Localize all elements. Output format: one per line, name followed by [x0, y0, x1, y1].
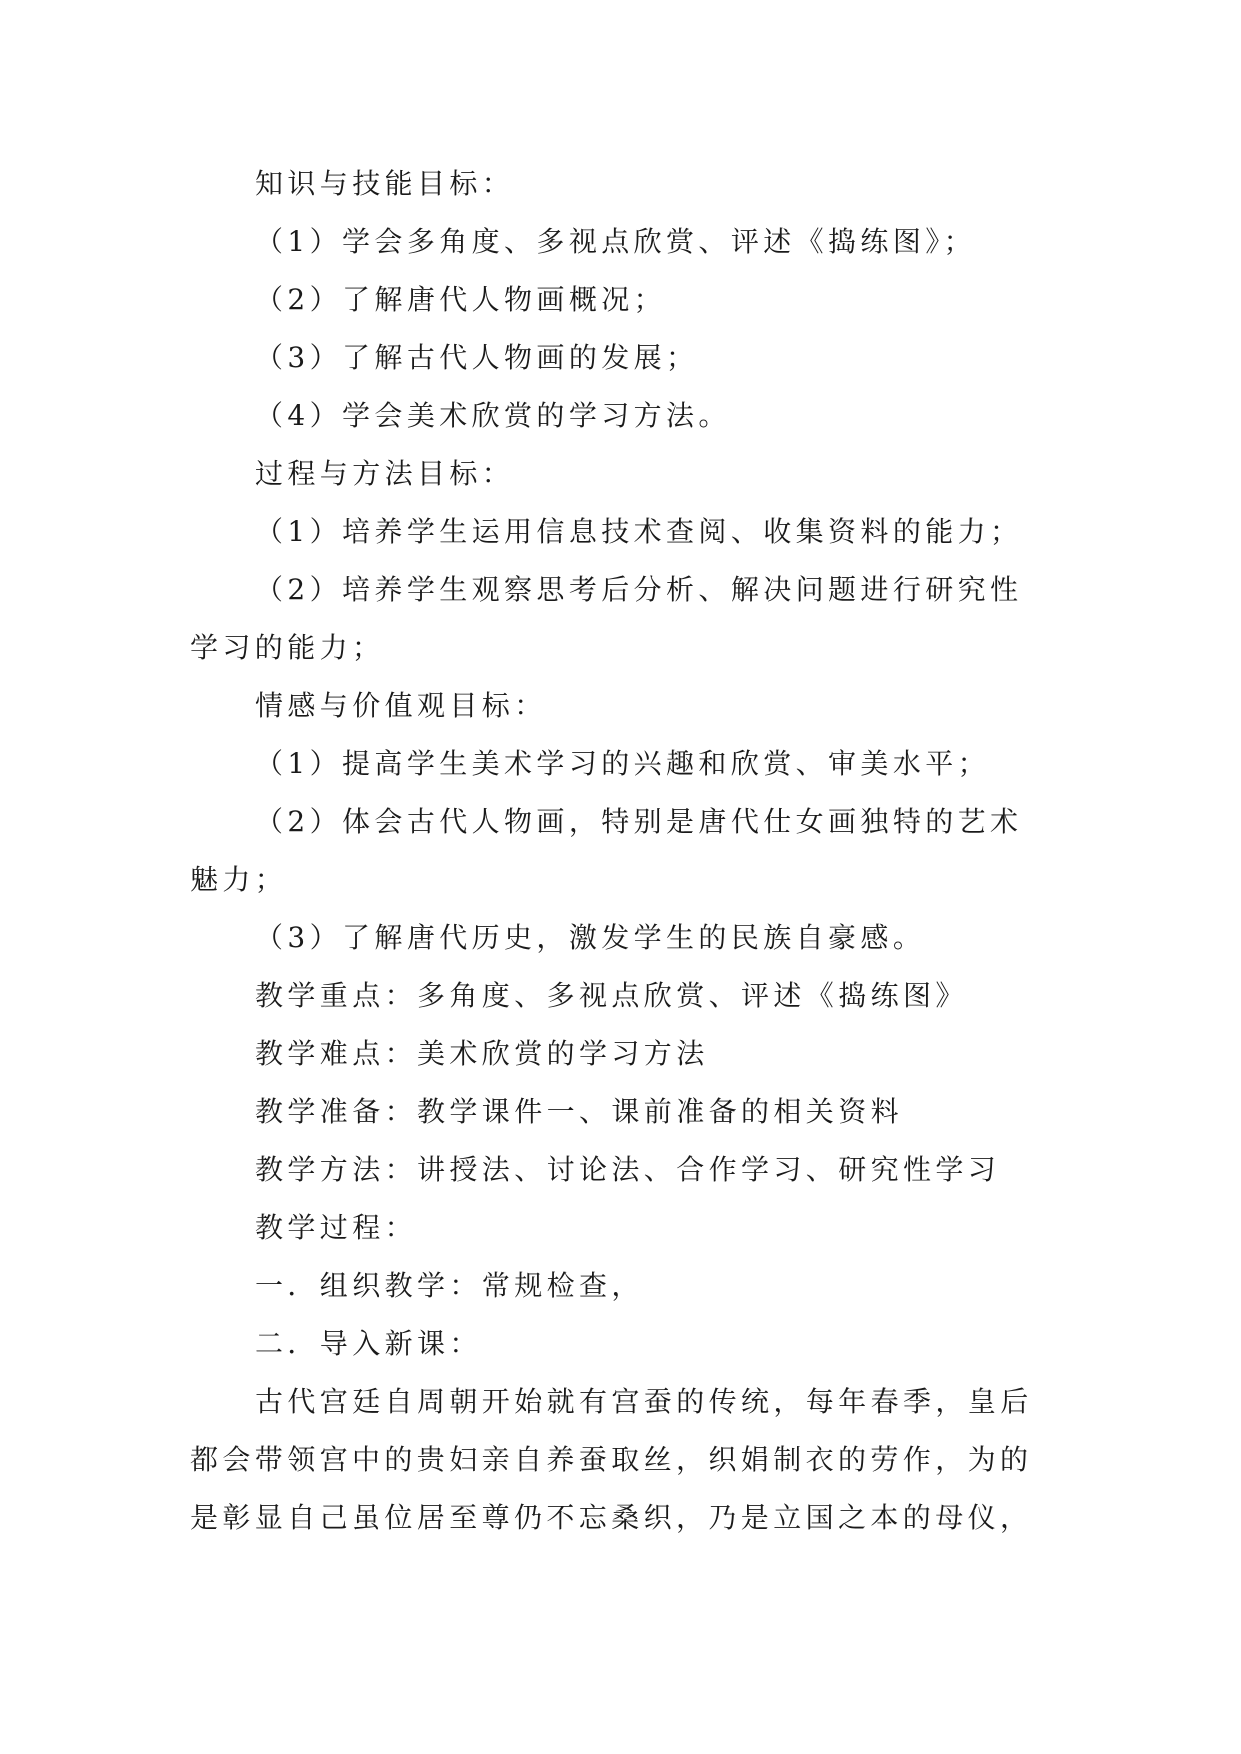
heading-knowledge-skills: 知识与技能目标：	[255, 167, 515, 200]
teaching-process: 教学过程：	[255, 1211, 418, 1244]
paragraph-line: 学习的能力；	[190, 631, 385, 664]
paragraph-line: 魅力；	[190, 863, 288, 896]
section-organize-teaching: 一．组织教学：常规检查，	[255, 1269, 644, 1302]
teaching-preparation: 教学准备：教学课件一、课前准备的相关资料	[255, 1095, 904, 1128]
paragraph-line: 都会带领宫中的贵妇亲自养蚕取丝，织娟制衣的劳作，为的	[190, 1443, 1033, 1476]
paragraph-line: （3）了解唐代历史，激发学生的民族自豪感。	[255, 921, 926, 954]
paragraph-line: 是彰显自己虽位居至尊仍不忘桑织，乃是立国之本的母仪，	[190, 1501, 1033, 1534]
teaching-difficulties: 教学难点：美术欣赏的学习方法	[255, 1037, 709, 1070]
paragraph-line: 古代宫廷自周朝开始就有宫蚕的传统，每年春季，皇后	[255, 1385, 1033, 1418]
teaching-key-points: 教学重点：多角度、多视点欣赏、评述《捣练图》	[255, 979, 968, 1012]
section-introduce-lesson: 二．导入新课：	[255, 1327, 482, 1360]
paragraph-line: （3）了解古代人物画的发展；	[255, 341, 699, 374]
heading-emotion-values: 情感与价值观目标：	[255, 689, 547, 722]
paragraph-line: （2）培养学生观察思考后分析、解决问题进行研究性	[255, 573, 1023, 606]
heading-process-methods: 过程与方法目标：	[255, 457, 515, 490]
paragraph-line: （1）提高学生美术学习的兴趣和欣赏、审美水平；	[255, 747, 991, 780]
teaching-methods: 教学方法：讲授法、讨论法、合作学习、研究性学习	[255, 1153, 1001, 1186]
paragraph-line: （2）体会古代人物画，特别是唐代仕女画独特的艺术	[255, 805, 1023, 838]
paragraph-line: （4）学会美术欣赏的学习方法。	[255, 399, 731, 432]
paragraph-line: （2）了解唐代人物画概况；	[255, 283, 667, 316]
paragraph-line: （1）培养学生运用信息技术查阅、收集资料的能力；	[255, 515, 1023, 548]
paragraph-line: （1）学会多角度、多视点欣赏、评述《捣练图》；	[255, 225, 977, 258]
